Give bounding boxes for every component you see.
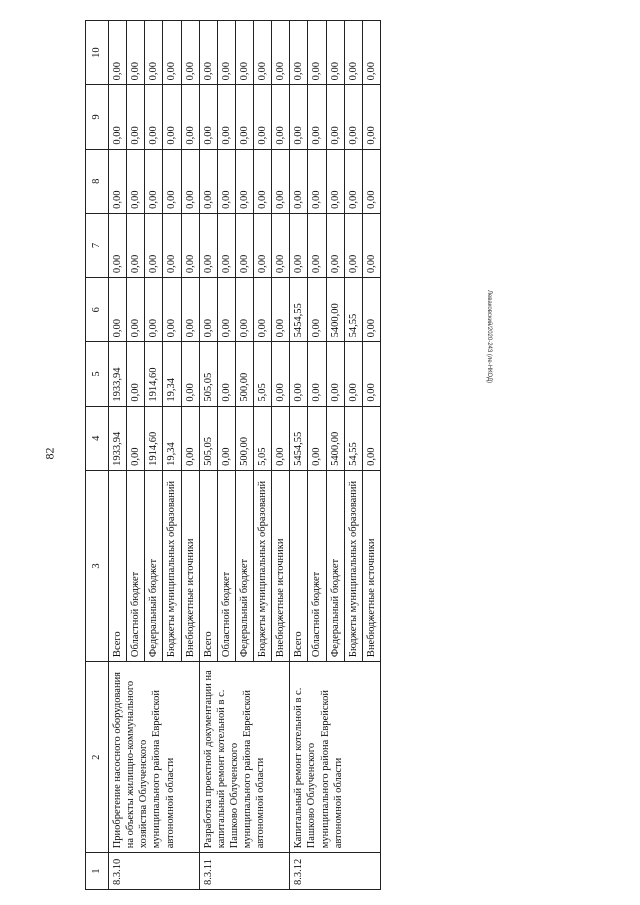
value-cell: 0,00 — [326, 342, 344, 406]
value-cell: 0,00 — [308, 406, 326, 470]
value-cell: 0,00 — [181, 21, 199, 85]
value-cell: 0,00 — [127, 85, 145, 149]
value-cell: 0,00 — [344, 213, 362, 277]
value-cell: 0,00 — [308, 85, 326, 149]
value-cell: 0,00 — [235, 213, 253, 277]
header-cell-9: 9 — [86, 85, 109, 149]
value-cell: 0,00 — [127, 21, 145, 85]
value-cell: 505,05 — [199, 406, 217, 470]
value-cell: 0,00 — [344, 149, 362, 213]
rotated-table-wrapper — [85, 20, 605, 890]
value-cell: 0,00 — [145, 213, 163, 277]
value-cell: 0,00 — [362, 278, 380, 342]
funding-source: Федеральный бюджет — [235, 470, 253, 661]
funding-source: Областной бюджет — [308, 470, 326, 661]
value-cell: 0,00 — [217, 21, 235, 85]
value-cell: 1933,94 — [109, 342, 127, 406]
value-cell: 500,00 — [235, 342, 253, 406]
item-name: Разработка проектной документации на капитальный ремонт котельной в с. Пашково Облученского муниципального района Еврейской автономной области — [199, 662, 290, 853]
value-cell: 0,00 — [217, 278, 235, 342]
value-cell: 0,00 — [109, 149, 127, 213]
value-cell: 0,00 — [181, 85, 199, 149]
funding-source: Внебюджетные источники — [272, 470, 290, 661]
header-cell-5: 5 — [86, 342, 109, 406]
funding-source: Федеральный бюджет — [145, 470, 163, 661]
value-cell: 0,00 — [272, 278, 290, 342]
header-cell-8: 8 — [86, 149, 109, 213]
value-cell: 19,34 — [163, 342, 181, 406]
value-cell: 0,00 — [163, 213, 181, 277]
value-cell: 0,00 — [308, 342, 326, 406]
value-cell: 0,00 — [254, 149, 272, 213]
value-cell: 0,00 — [344, 85, 362, 149]
value-cell: 0,00 — [199, 149, 217, 213]
header-cell-4: 4 — [86, 406, 109, 470]
value-cell: 5,05 — [254, 406, 272, 470]
value-cell: 0,00 — [326, 213, 344, 277]
value-cell: 0,00 — [145, 85, 163, 149]
header-cell-7: 7 — [86, 213, 109, 277]
table-row — [199, 21, 217, 890]
value-cell: 0,00 — [326, 85, 344, 149]
value-cell: 0,00 — [290, 342, 308, 406]
value-cell: 0,00 — [235, 149, 253, 213]
header-cell-1: 1 — [86, 853, 109, 890]
value-cell: 5400,00 — [326, 278, 344, 342]
value-cell: 0,00 — [272, 149, 290, 213]
value-cell: 5400,00 — [326, 406, 344, 470]
value-cell: 0,00 — [272, 342, 290, 406]
header-cell-10: 10 — [86, 21, 109, 85]
value-cell: 1914,60 — [145, 406, 163, 470]
value-cell: 0,00 — [145, 149, 163, 213]
value-cell: 0,00 — [181, 406, 199, 470]
item-code: 8.3.10 — [109, 853, 200, 890]
value-cell: 0,00 — [217, 149, 235, 213]
value-cell: 0,00 — [344, 21, 362, 85]
item-code: 8.3.11 — [199, 853, 290, 890]
value-cell: 500,00 — [235, 406, 253, 470]
item-name: Капитальный ремонт котельной в с. Пашково Облученского муниципального района Еврейской автономной области — [290, 662, 381, 853]
header-cell-6: 6 — [86, 278, 109, 342]
budget-table — [85, 20, 381, 890]
funding-source: Бюджеты муниципальных образований — [254, 470, 272, 661]
value-cell: 0,00 — [199, 21, 217, 85]
value-cell: 0,00 — [308, 213, 326, 277]
page-number: 82 — [42, 447, 57, 460]
value-cell: 0,00 — [109, 85, 127, 149]
value-cell: 0,00 — [145, 21, 163, 85]
value-cell: 0,00 — [217, 85, 235, 149]
value-cell: 0,00 — [217, 213, 235, 277]
value-cell: 19,34 — [163, 406, 181, 470]
value-cell: 0,00 — [235, 85, 253, 149]
value-cell: 0,00 — [199, 85, 217, 149]
funding-source: Всего — [290, 470, 308, 661]
value-cell: 0,00 — [362, 85, 380, 149]
value-cell: 0,00 — [308, 21, 326, 85]
value-cell: 0,00 — [344, 342, 362, 406]
funding-source: Областной бюджет — [127, 470, 145, 661]
funding-source: Всего — [109, 470, 127, 661]
value-cell: 0,00 — [272, 406, 290, 470]
value-cell: 0,00 — [362, 406, 380, 470]
value-cell: 0,00 — [181, 278, 199, 342]
value-cell: 0,00 — [272, 213, 290, 277]
value-cell: 0,00 — [254, 213, 272, 277]
footer-filename: Леваковский/2020-243 (ле-НКОД) — [486, 290, 492, 384]
header-row — [86, 21, 109, 890]
funding-source: Федеральный бюджет — [326, 470, 344, 661]
value-cell: 0,00 — [163, 278, 181, 342]
value-cell: 0,00 — [290, 213, 308, 277]
value-cell: 0,00 — [362, 149, 380, 213]
value-cell: 0,00 — [290, 149, 308, 213]
value-cell: 54,55 — [344, 406, 362, 470]
value-cell: 0,00 — [254, 278, 272, 342]
value-cell: 0,00 — [127, 278, 145, 342]
value-cell: 0,00 — [127, 213, 145, 277]
value-cell: 0,00 — [163, 21, 181, 85]
value-cell: 0,00 — [254, 21, 272, 85]
funding-source: Бюджеты муниципальных образований — [344, 470, 362, 661]
value-cell: 0,00 — [235, 21, 253, 85]
table-row — [109, 21, 127, 890]
value-cell: 0,00 — [181, 213, 199, 277]
value-cell: 0,00 — [199, 213, 217, 277]
value-cell: 0,00 — [181, 149, 199, 213]
funding-source: Внебюджетные источники — [181, 470, 199, 661]
value-cell: 0,00 — [163, 85, 181, 149]
value-cell: 0,00 — [163, 149, 181, 213]
funding-source: Всего — [199, 470, 217, 661]
value-cell: 0,00 — [127, 406, 145, 470]
value-cell: 0,00 — [254, 85, 272, 149]
value-cell: 0,00 — [326, 149, 344, 213]
value-cell: 0,00 — [235, 278, 253, 342]
value-cell: 0,00 — [181, 342, 199, 406]
value-cell: 0,00 — [326, 21, 344, 85]
value-cell: 1933,94 — [109, 406, 127, 470]
value-cell: 5,05 — [254, 342, 272, 406]
value-cell: 0,00 — [199, 278, 217, 342]
value-cell: 1914,60 — [145, 342, 163, 406]
header-cell-2: 2 — [86, 662, 109, 853]
value-cell: 0,00 — [308, 278, 326, 342]
header-cell-3: 3 — [86, 470, 109, 661]
value-cell: 5454,55 — [290, 278, 308, 342]
value-cell: 54,55 — [344, 278, 362, 342]
value-cell: 0,00 — [109, 21, 127, 85]
value-cell: 0,00 — [217, 342, 235, 406]
value-cell: 0,00 — [362, 342, 380, 406]
value-cell: 0,00 — [127, 342, 145, 406]
value-cell: 0,00 — [362, 213, 380, 277]
value-cell: 0,00 — [109, 278, 127, 342]
value-cell: 0,00 — [127, 149, 145, 213]
funding-source: Внебюджетные источники — [362, 470, 380, 661]
item-code: 8.3.12 — [290, 853, 381, 890]
value-cell: 0,00 — [217, 406, 235, 470]
funding-source: Областной бюджет — [217, 470, 235, 661]
value-cell: 0,00 — [145, 278, 163, 342]
value-cell: 0,00 — [290, 21, 308, 85]
value-cell: 505,05 — [199, 342, 217, 406]
item-name: Приобретение насосного оборудования на объекты жилищно-коммунального хозяйства Облученского муниципального района Еврейской автономной области — [109, 662, 200, 853]
table-row — [290, 21, 308, 890]
value-cell: 5454,55 — [290, 406, 308, 470]
value-cell: 0,00 — [109, 213, 127, 277]
value-cell: 0,00 — [290, 85, 308, 149]
funding-source: Бюджеты муниципальных образований — [163, 470, 181, 661]
value-cell: 0,00 — [308, 149, 326, 213]
value-cell: 0,00 — [272, 85, 290, 149]
value-cell: 0,00 — [362, 21, 380, 85]
value-cell: 0,00 — [272, 21, 290, 85]
